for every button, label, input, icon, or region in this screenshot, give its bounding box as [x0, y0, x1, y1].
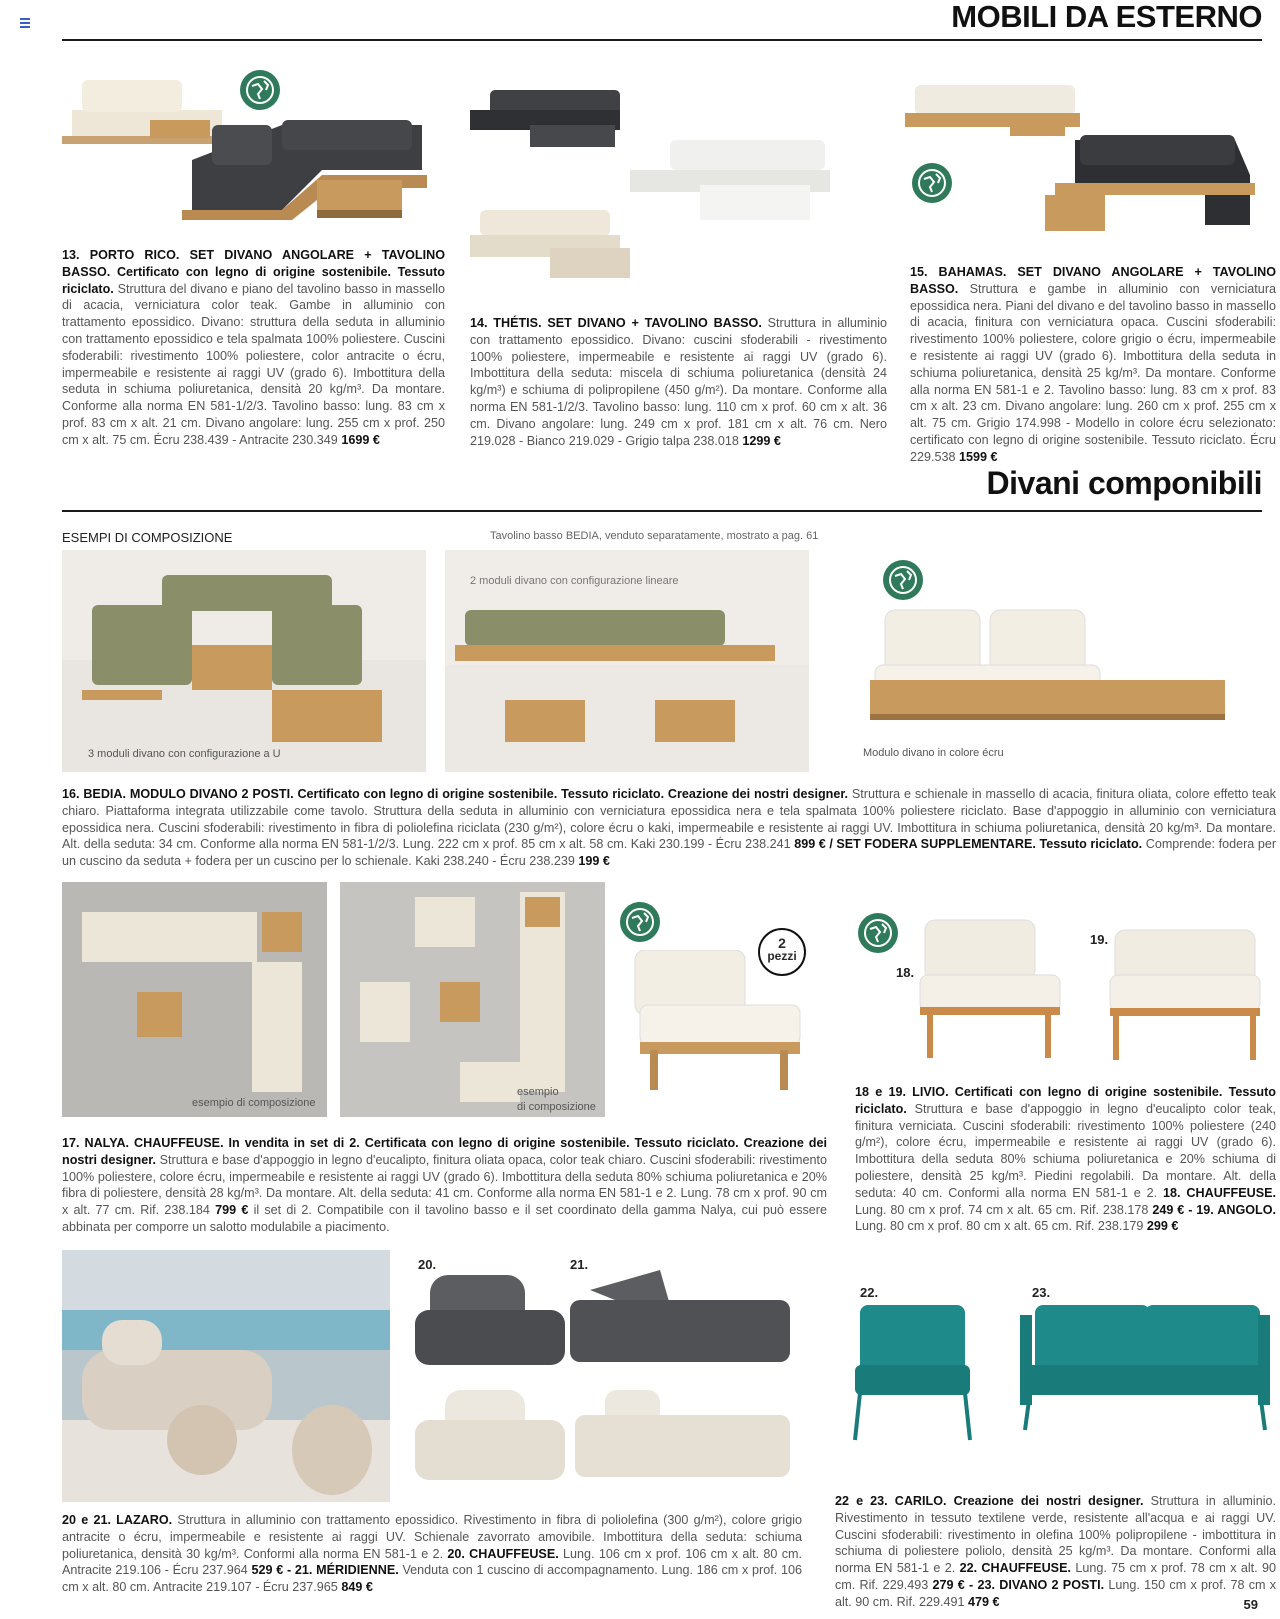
product-18-19-description	[855, 1084, 1276, 1235]
product-16-price: 899 €	[794, 837, 826, 852]
product-23-dim: Lung. 150 cm x prof. 78 cm x alt. 90 cm. Rif. 229.491	[835, 1577, 1277, 1609]
label-22: 22.	[860, 1285, 879, 1300]
product-17-head: 17. NALYA. CHAUFFEUSE. In vendita in set di 2. Certificata con legno di origine sostenibile. Tessuto riciclato. Creazione dei nostri designer.	[62, 1136, 827, 1167]
product-15-body: Struttura e gambe in alluminio con verniciatura epossidica nera. Piani del divano e del tavolino basso in massello di acacia, finitura con verniciatura opaca. Cuscini sfoderabili: rivestimento 100% poliestere, colore grigio o écru, impermeabile e resistente ai raggi UV (grado 6). Imbottitura della seduta in schiuma poliuretanica, densità 25 kg/m³. Da montare. Conforme alla norma EN 581-1 e 2. Tavolino basso: lung. 83 cm x prof. 83 cm x alt. 23 cm. Divano angolare: lung. 260 cm x prof. 255 cm x alt. 75 cm. Grigio 174.998 - Modello in colore écru selezionato: certificato con legno di origine sostenibile. Tessuto riciclato. Écru 229.538	[910, 281, 1277, 464]
product-22-dim: Lung. 75 cm x prof. 78 cm x alt. 90 cm. Rif. 229.493	[835, 1561, 1277, 1592]
nalya-composition-image-1	[62, 882, 327, 1117]
product-18-19-body: Struttura e base d'appoggio in legno d'eucalipto color teak, finitura verniciata. Cuscini sfoderabili: rivestimento 100% poliestere (240 g/m²), colore écru, impermeabile e resistente ai raggi UV (grado 6). Imbottitura della seduta 80% schiuma poliuretanica e 20% schiuma di poliestere, densità 25 kg/m³. Piedini regolabili. Da montare. Alt. della seduta: 40 cm. Conformi alla norma EN 581-1 e 2.	[855, 1101, 1277, 1200]
eco-badge-icon	[858, 913, 898, 953]
pezzi-number: 2	[778, 935, 786, 951]
menu-icon[interactable]	[20, 18, 30, 28]
label-19: 19.	[1090, 932, 1109, 947]
pezzi-word: pezzi	[767, 949, 797, 963]
section-title: Divani componibili	[986, 465, 1262, 501]
product-20-21-body: Struttura in alluminio con trattamento epossidico. Rivestimento in fibra di poliolefina (300 g/m²), colore grigio antracite o écru, impermeabile e resistente ai raggi UV. Schienale zavorrato amovibile. Imbottitura della seduta: schiuma poliuretanica, densità 30 kg/m³. Conformi alla norma EN 581-1 e 2.	[62, 1513, 802, 1561]
product-21-price: 849 €	[341, 1580, 373, 1595]
linear-config-caption: 2 moduli divano con configurazione lineare	[470, 575, 679, 587]
product-19-dim: Lung. 80 cm x prof. 80 cm x alt. 65 cm. Rif. 238.179	[855, 1219, 1144, 1234]
bedia-table-caption: Tavolino basso BEDIA, venduto separatamente, mostrato a pag. 61	[490, 530, 819, 542]
carilo-chauffeuse-image	[850, 1305, 975, 1445]
livio-chauffeuse-image	[915, 915, 1075, 1065]
product-23-price: 479 €	[968, 1594, 1000, 1609]
product-13-body: Struttura del divano e piano del tavolino basso in massello di acacia, verniciatura color teak. Gambe in alluminio con trattamento epossidico. Divano: struttura della seduta in alluminio con trattamento epossidico e tela spalmata 100% poliestere. Cuscini sfoderabili: rivestimento 100% poliestere, color antracite o écru, impermeabile e resistente ai raggi UV (grado 6). Imbottitura della seduta in schiuma poliuretanica, densità 20 kg/m³. Da montare. Conforme alla norma EN 581-1/2/3. Tavolino basso: lung. 83 cm x prof. 83 cm x alt. 21 cm. Divano angolare: lung. 255 cm x prof. 250 cm x alt. 75 cm. Écru 238.439 - Antracite 230.349	[62, 281, 446, 447]
bedia-u-config-image	[62, 550, 426, 772]
section-rule	[62, 510, 1262, 512]
product-22-23-body: Struttura in alluminio. Rivestimento in tessuto textilene verde, resistente all'acqua e ai raggi UV. Cuscini sfoderabili: rivestimento in olefina 100% polipropilene - imbottitura in schiuma di poliestere poliolo, densità 25 kg/m³. Da montare. Conformi alla norma EN 581-1 e 2.	[835, 1494, 1277, 1576]
livio-angolo-image	[1105, 920, 1265, 1065]
product-22-23-head: 22 e 23. CARILO. Creazione dei nostri designer.	[835, 1494, 1144, 1508]
page-number: 59	[1243, 1597, 1258, 1612]
product-18-price: 249 €	[1152, 1202, 1185, 1217]
eco-badge-icon	[240, 70, 280, 110]
product-20-price: 529 €	[251, 1563, 284, 1578]
examples-caption: ESEMPI DI COMPOSIZIONE	[62, 530, 233, 545]
product-20-dim: Lung. 106 cm x prof. 106 cm x alt. 80 cm. Antracite 219.106 - Écru 237.964	[62, 1546, 803, 1578]
product-18-19-head: 18 e 19. LIVIO. Certificati con legno di origine sostenibile. Tessuto riciclato.	[855, 1085, 1276, 1116]
nalya-composition-image-2	[340, 882, 605, 1117]
nalya-chauffeuse-image	[630, 950, 810, 1100]
product-17-tail: il set di 2. Compatibile con il tavolino basso e il set coordinato della gamma Nalya, cui può essere abbinata per comporre un salotto modulabile a piacimento.	[62, 1203, 827, 1234]
ecru-module-caption: Modulo divano in colore écru	[863, 747, 1004, 759]
product-17-description	[62, 1135, 827, 1236]
product-21-dim: Venduta con 1 cuscino di accompagnamento. Lung. 186 cm x prof. 106 cm x alt. 80 cm. Antracite 219.107 - Écru 237.965	[62, 1563, 802, 1595]
product-16-description	[62, 786, 1276, 870]
product-14-body: Struttura in alluminio con trattamento epossidico. Divano: cuscini sfoderabili - rivestimento 100% poliestere, impermeabile e resistente ai raggi UV (grado 6). Imbottitura della seduta: miscela di schiuma poliuretanica (densità 24 kg/m³) e schiuma di polipropilene (450 g/m²). Da montare. Conforme alla norma EN 581-1/2/3. Tavolino basso: lung. 110 cm x prof. 60 cm x alt. 36 cm. Divano angolare: lung. 249 cm x prof. 181 cm x alt. 76 cm. Nero 219.028 - Bianco 219.029 - Grigio talpa 238.018	[470, 316, 888, 448]
product-19-angolo: - 19. ANGOLO.	[1188, 1202, 1277, 1217]
bedia-ecru-module-image	[860, 600, 1235, 745]
product-16-extra-head: / SET FODERA SUPPLEMENTARE. Tessuto riciclato.	[829, 837, 1143, 852]
label-21: 21.	[570, 1257, 589, 1272]
composition-caption-2-line1: esempio	[517, 1086, 559, 1098]
product-15-description	[910, 264, 1276, 466]
product-22-23-description	[835, 1493, 1276, 1611]
label-18: 18.	[896, 965, 915, 980]
thetis-image	[470, 80, 870, 290]
lazaro-pool-image	[62, 1250, 390, 1502]
product-19-price: 299 €	[1146, 1219, 1179, 1234]
product-15-price: 1599 €	[959, 449, 998, 464]
product-18-chauffeuse: 18. CHAUFFEUSE.	[1163, 1185, 1276, 1200]
product-14-description	[470, 315, 887, 449]
product-16-extra-body: Comprende: fodera per un cuscino da seduta + fodera per un cuscino per lo schienale. Kaki 238.240 - Écru 238.239	[62, 837, 1277, 869]
product-21-meridienne: - 21. MÉRIDIENNE.	[286, 1563, 399, 1578]
header-rule	[62, 39, 1262, 41]
lazaro-anthracite-image	[410, 1270, 795, 1380]
page-title: MOBILI DA ESTERNO	[951, 0, 1262, 34]
product-16-head: 16. BEDIA. MODULO DIVANO 2 POSTI. Certificato con legno di origine sostenibile. Tessuto riciclato. Creazione dei nostri designer.	[62, 787, 849, 801]
product-18-dim: Lung. 80 cm x prof. 74 cm x alt. 65 cm. Rif. 238.178	[855, 1202, 1149, 1217]
carilo-sofa-image	[1015, 1305, 1275, 1435]
composition-caption-1: esempio di composizione	[192, 1097, 316, 1109]
product-23-sofa: - 23. DIVANO 2 POSTI.	[969, 1577, 1105, 1592]
lazaro-ecru-image	[410, 1385, 795, 1490]
eco-badge-icon	[883, 560, 923, 600]
product-13-head: 13. PORTO RICO. SET DIVANO ANGOLARE + TAVOLINO BASSO. Certificato con legno di origine sostenibile. Tessuto riciclato.	[62, 248, 445, 296]
product-16-body: Struttura e schienale in massello di acacia, finitura oliata, colore effetto teak chiaro. Piattaforma integrata utilizzabile come tavolo. Struttura della seduta in alluminio con verniciatura epossidica nera e tela spalmata 100% poliestere riciclato. Base d'appoggio in alluminio con verniciatura epossidica nera. Cuscini sfoderabili: rivestimento in fibra di poliolefina riciclata (230 g/m²), colore écru o kaki, impermeabile e resistente ai raggi UV. Imbottitura in schiuma poliuretanica, densità 20 kg/m³. Da montare. Alt. della seduta: 34 cm. Conforme alla norma EN 581-1/2/3. Lung. 222 cm x prof. 85 cm x alt. 58 cm. Kaki 230.199 - Écru 238.241	[62, 787, 1276, 852]
composition-caption-2	[517, 1085, 596, 1115]
product-17-price: 799 €	[215, 1203, 249, 1218]
u-config-caption: 3 moduli divano con configurazione a U	[88, 748, 281, 760]
product-17-body: Struttura e base d'appoggio in legno d'eucalipto, finitura oliata opaca, color teak chiaro. Cuscini sfoderabili: rivestimento 100% poliestere, colore écru, impermeabile e resistente ai raggi UV (grado 6). Imbottitura della seduta 80% schiuma poliuretanica e 20% fibra di poliestere, densità 28 kg/m³. Da montare. Alt. della seduta: 41 cm. Conforme alla norma EN 581-1 e 2. Lung. 78 cm x prof. 90 cm x alt. 77 cm. Rif. 238.184	[62, 1152, 828, 1218]
product-16-extra-price: 199 €	[578, 854, 610, 869]
composition-caption-2-line2: di composizione	[517, 1101, 596, 1113]
product-14-head: 14. THÉTIS. SET DIVANO + TAVOLINO BASSO.	[470, 316, 762, 330]
product-20-chauffeuse: 20. CHAUFFEUSE.	[447, 1546, 559, 1561]
label-23: 23.	[1032, 1285, 1051, 1300]
eco-badge-icon	[620, 902, 660, 942]
product-13-price: 1699 €	[341, 432, 380, 447]
product-15-head: 15. BAHAMAS. SET DIVANO ANGOLARE + TAVOLINO BASSO.	[910, 265, 1276, 296]
label-20: 20.	[418, 1257, 437, 1272]
product-13-description	[62, 247, 445, 449]
product-20-21-description	[62, 1512, 802, 1596]
product-20-21-head: 20 e 21. LAZARO.	[62, 1513, 173, 1527]
product-22-price: 279 €	[932, 1577, 965, 1592]
bahamas-image	[905, 75, 1280, 240]
product-14-price: 1299 €	[742, 433, 781, 448]
product-22-chauffeuse: 22. CHAUFFEUSE.	[959, 1561, 1071, 1576]
eco-badge-icon	[912, 163, 952, 203]
